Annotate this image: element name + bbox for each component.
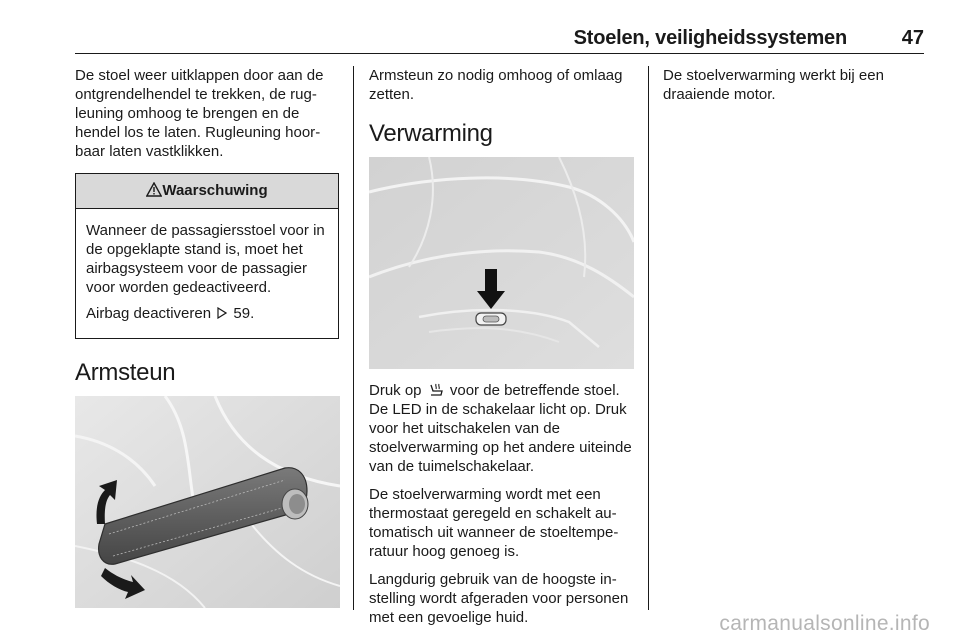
column-3 xyxy=(663,66,925,113)
header-rule xyxy=(75,53,924,54)
warning-box xyxy=(75,173,339,339)
column-divider-2 xyxy=(648,66,649,610)
intro-paragraph: De stoel weer uitklappen door aan de ontgrendelhendel te trekken, de rugleuning omhoog te brengen en de hendel los te laten. Rugleuning hoorbaar laten vastklikken. xyxy=(75,67,324,160)
heating-heading: Verwarming xyxy=(369,120,493,147)
page-reference-arrow-icon xyxy=(217,307,227,319)
page-number: 47 xyxy=(901,27,924,49)
column-1 xyxy=(75,66,340,608)
warning-body xyxy=(76,209,338,338)
warning-text: Wanneer de passagiersstoel voor in de opgeklapte stand is, moet het airbagsysteem voor de passagier voor worden gedeactiveerd. xyxy=(86,222,325,296)
warning-title: Waarschuwing xyxy=(162,182,268,199)
heating-paragraph-3: Langdurig gebruik van de hoogste instelling wordt afgeraden voor personen met een gevoelige huid. xyxy=(369,571,629,626)
reference-page: 59. xyxy=(233,305,255,322)
column-divider-1 xyxy=(353,66,354,610)
heating-p1-start: Druk op xyxy=(369,382,422,399)
reference-text: Airbag deactiveren xyxy=(86,305,212,322)
heating-p1-end: voor de betreffende stoel. De LED in de schakelaar licht op. Druk voor het uitschakelen van de stoelverwarming op het andere uiteinde van de tuimelschakelaar. xyxy=(369,382,632,475)
seat-heating-illustration xyxy=(369,157,634,369)
armrest-heading: Armsteun xyxy=(75,359,176,386)
warning-triangle-icon xyxy=(146,182,162,197)
heating-paragraph-2: De stoelverwarming wordt met een thermostaat geregeld en schakelt automatisch uit wanneer de stoeltemperatuur hoog genoeg is. xyxy=(369,486,619,560)
warning-reference xyxy=(86,304,328,323)
heating-paragraph-1 xyxy=(369,381,634,476)
seat-heating-icon xyxy=(428,382,444,397)
armrest-paragraph: Armsteun zo nodig omhoog of omlaag zetten. xyxy=(369,67,623,103)
watermark: carmanualsonline.info xyxy=(719,612,930,635)
page-header-title: Stoelen, veiligheidssystemen xyxy=(573,27,847,49)
column-2 xyxy=(369,66,634,636)
heating-engine-note: De stoelverwarming werkt bij een draaiende motor. xyxy=(663,67,884,103)
warning-header xyxy=(76,174,338,209)
armrest-illustration xyxy=(75,396,340,608)
